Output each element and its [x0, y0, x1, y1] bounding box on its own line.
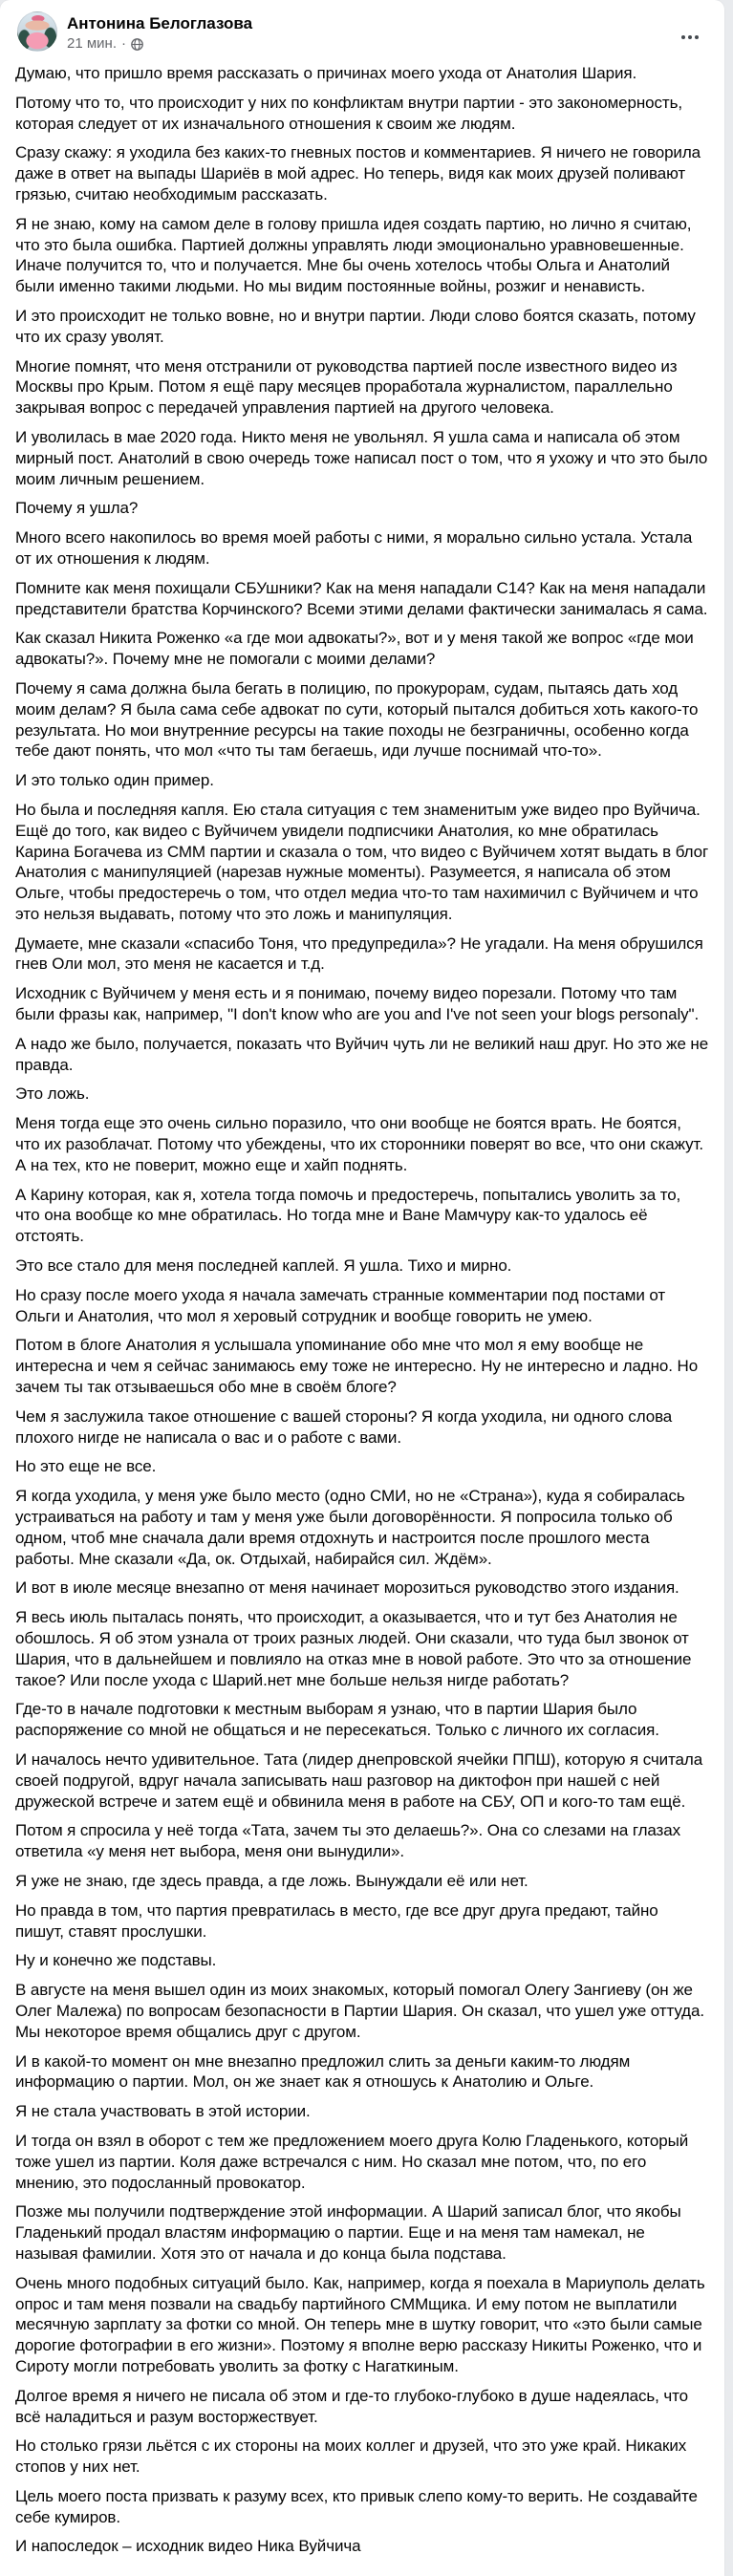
post-paragraph: Почему я ушла?: [15, 499, 139, 518]
post-paragraph: Я когда уходила, у меня уже было место (одно СМИ, но не «Страна»), куда я собиралась устраиваться на работу и там у меня уже были договорённости. Я попросила только об одном, чтоб мне сначала дали время отдохнуть и настроится после прошлого места работы. Мне сказали «Да, ок. Отдыхай, набирайся сил. Ждём».: [15, 1487, 685, 1568]
post-paragraph: Много всего накопилось во время моей работы с ними, я морально сильно устала. Устала от их отношения к людям.: [15, 528, 693, 568]
three-dots-icon: [681, 35, 685, 39]
post-paragraph: Ну и конечно же подставы.: [15, 1951, 217, 1970]
post-paragraph: И это происходит не только вовне, но и внутри партии. Люди слово боятся сказать, потому что их сразу уволят.: [15, 306, 696, 346]
post-paragraph: Это ложь.: [15, 1084, 90, 1104]
post-paragraph: Думаю, что пришло время рассказать о причинах моего ухода от Анатолия Шария.: [15, 64, 637, 82]
post-paragraph: Долгое время я ничего не писала об этом и где-то глубоко-глубоко в душе надеялась, что всё наладиться и разум восторжествует.: [15, 2386, 689, 2426]
post-paragraph: Как сказал Никита Роженко «а где мои адвокаты?», вот и у меня такой же вопрос «где мои адвокаты?». Почему мне не помогали с моими делами?: [15, 629, 694, 669]
post-body: [15, 63, 709, 2557]
post-paragraph: Но была и последняя капля. Ею стала ситуация с тем знаменитым уже видео про Вуйчича. Ещё до того, как видео с Вуйчичем увидели подписчики Анатолия, ко мне обратилась Карина Богачева из СММ партии и сказала о том, что видео с Вуйчичем хотят выдать в блог Анатолия с манипуляцией (нарезав нужные моменты). Разумеется, я написала об этом Ольге, чтобы предостеречь о том, что отдел медиа что-то там нахимичил с Вуйчичем и что это нельзя выдавать, потому что это ложь и манипуляция.: [15, 800, 709, 923]
post-paragraph: Я не стала участвовать в этой истории.: [15, 2102, 311, 2121]
post-header: [15, 11, 709, 54]
post-paragraph: Меня тогда еще это очень сильно поразило, что они вообще не боятся врать. Не боятся, что их разоблачат. Потому что убеждены, что их сторонники поверят во все, что они скажут. А на тех, кто не поверит, можно еще и хайп поднять.: [15, 1114, 703, 1174]
meta-separator: ·: [121, 35, 126, 52]
post-paragraph: Думаете, мне сказали «спасибо Тоня, что предупредила»? Не угадали. На меня обрушился гнев Оли мол, это меня не касается и т.д.: [15, 934, 703, 974]
more-options-button[interactable]: [673, 25, 707, 50]
post-paragraph: Цель моего поста призвать к разуму всех, кто привык слепо кому-то верить. Не создавайте себе кумиров.: [15, 2486, 698, 2526]
post-paragraph: И вот в июле месяце внезапно от меня начинает морозиться руководство этого издания.: [15, 1578, 679, 1598]
author-avatar[interactable]: [17, 11, 57, 52]
post-paragraph: Сразу скажу: я уходила без каких-то гневных постов и комментариев. Я ничего не говорила даже в ответ на выпады Шариёв в мой адрес. Но теперь, видя как моих друзей поливают грязью, считаю необходимым рассказать.: [15, 143, 701, 204]
post-paragraph: И тогда он взял в оборот с тем же предложением моего друга Колю Гладенького, который тоже ушел из партии. Коля даже встречался с ним. Но сказал мне потом, что, по его мнению, это подосланный провокатор.: [15, 2131, 689, 2192]
post-paragraph: Но это еще не все.: [15, 1457, 157, 1476]
post-paragraph: Потому что то, что происходит у них по конфликтам внутри партии - это закономерность, которая следует от их изначального отношения к своим же людям.: [15, 93, 682, 133]
post-paragraph: Почему я сама должна была бегать в полицию, по прокурорам, судам, пытаясь дать ход моим делам? Я была сама себе адвокат по сути, который пытался добиться хоть какого-то результата. Но мои внутренние ресурсы на такие походы не безграничны, особенно когда тебе дают понять, что мол «что ты там бегаешь, иди лучше поснимай что-то».: [15, 678, 699, 761]
post-paragraph: Исходник с Вуйчичем у меня есть и я понимаю, почему видео порезали. Потому что там были фразы как, например, "I don't know who are you and I've not seen your blogs personaly".: [15, 984, 700, 1024]
post-paragraph: А надо же было, получается, показать что Вуйчич чуть ли не великий наш друг. Но это же не правда.: [15, 1034, 709, 1074]
post-paragraph: И напоследок – исходник видео Ника Вуйчича: [15, 2537, 361, 2556]
post-timestamp[interactable]: 21 мин.: [67, 35, 117, 52]
globe-icon: [131, 38, 143, 51]
post-paragraph: И уволилась в мае 2020 года. Никто меня не увольнял. Я ушла сама и написала об этом мирный пост. Анатолий в свою очередь тоже написал пост о том, что я ухожу и что это было моим личным решением.: [15, 427, 708, 488]
post-paragraph: Потом в блоге Анатолия я услышала упоминание обо мне что мол я ему вообще не интересна и чем я сейчас занимаюсь ему тоже не интересно. Ну не интересно и ладно. Но зачем ты так отзываешься обо мне в своём блоге?: [15, 1336, 699, 1397]
post-paragraph: А Карину которая, как я, хотела тогда помочь и предостеречь, попытались уволить за то, что она вообще ко мне обратилась. Но тогда мне и Ване Мамчуру как-то удалось её отстоять.: [15, 1185, 681, 1246]
post-paragraph: Очень много подобных ситуаций было. Как, например, когда я поехала в Мариуполь делать опрос и там меня позвали на свадьбу партийного СММщика. И ему потом не выплатили месячную зарплату за фотки со мной. Он теперь мне в шутку говорит, что «это были самые дорогие фотографии в его жизни». Поэтому я вполне верю рассказу Никиты Роженко, что и Сироту могли потребовать уволить за фотку с Нагаткиным.: [15, 2273, 705, 2375]
post-paragraph: Но правда в том, что партия превратилась в место, где все друг друга предают, тайно пишут, ставят прослушки.: [15, 1900, 658, 1941]
author-block: [67, 11, 252, 54]
post-paragraph: Я уже не знаю, где здесь правда, а где ложь. Вынуждали её или нет.: [15, 1871, 528, 1890]
post-paragraph: И в какой-то момент он мне внезапно предложил слить за деньги каким-то людям информацию о партии. Мол, он же знает как я отношусь к Анатолию и Ольге.: [15, 2051, 631, 2092]
post-paragraph: Я весь июль пыталась понять, что происходит, а оказывается, что и тут без Анатолия не обошлось. Я об этом узнала от троих разных людей. Они сказали, что туда был звонок от Шария, что в дальнейшем и повлияло на отказ мне в новой работе. Это что за отношение такое? Или после ухода с Шарий.нет мне больше нельзя нигде работать?: [15, 1608, 692, 1689]
post-paragraph: Позже мы получили подтверждение этой информации. А Шарий записал блог, что якобы Гладенький продал властям информацию о партии. Еще и на меня там намекал, не называя фамилии. Хотя это от начала и до конца была подстава.: [15, 2202, 681, 2263]
post-paragraph: Но столько грязи льётся с их стороны на моих коллег и друзей, что это уже край. Никаких стопов у них нет.: [15, 2436, 687, 2477]
post-meta[interactable]: [67, 34, 252, 54]
post-paragraph: Я не знаю, кому на самом деле в голову пришла идея создать партию, но лично я считаю, что это была ошибка. Партией должны управлять люди эмоционально уравновешенные. Иначе получится то, что и получается. Мне бы очень хотелось чтобы Ольга и Анатолий были именно такими людьми. Но мы видим постоянные войны, розжиг и ненависть.: [15, 214, 692, 296]
post-paragraph: Помните как меня похищали СБУшники? Как на меня нападали С14? Как на меня нападали представители братства Корчинского? Всеми этими делами фактически занималась я сама.: [15, 578, 708, 618]
post-paragraph: Потом я спросила у неё тогда «Тата, зачем ты это делаешь?». Она со слезами на глазах ответила «у меня нет выбора, меня они вынудили».: [15, 1821, 681, 1861]
post-paragraph: Где-то в начале подготовки к местным выборам я узнаю, что в партии Шария было распоряжение со мной не общаться и не пересекаться. Только с личного их согласия.: [15, 1700, 659, 1740]
post-paragraph: Это все стало для меня последней каплей. Я ушла. Тихо и мирно.: [15, 1256, 512, 1276]
author-name[interactable]: Антонина Белоглазова: [67, 14, 253, 32]
post-paragraph: Чем я заслужила такое отношение с вашей стороны? Я когда уходила, ни одного слова плохого нигде не написала о вас и о работе с вами.: [15, 1406, 673, 1447]
post-paragraph: И это только один пример.: [15, 771, 214, 790]
post-paragraph: Но сразу после моего ухода я начала замечать странные комментарии под постами от Ольги и Анатолия, что мол я херовый сотрудник и вообще говорить не умею.: [15, 1285, 666, 1325]
post-paragraph: И началось нечто удивительное. Тата (лидер днепровской ячейки ППШ), которую я считала своей подругой, вдруг начала записывать наш разговор на диктофон при нашей с ней дружеской встрече и затем ещё и обвинила меня в работе на СБУ, ОП и кого-то там ещё.: [15, 1750, 703, 1811]
post-paragraph: Многие помнят, что меня отстранили от руководства партией после известного видео из Москвы про Крым. Потом я ещё пару месяцев проработала журналистом, параллельно закрывая вопрос с передачей управления партией на другого человека.: [15, 356, 678, 418]
post-paragraph: В августе на меня вышел один из моих знакомых, который помогал Олегу Зангиеву (он же Олег Малежа) по вопросам безопасности в Партии Шария. Он сказал, что ушел уже оттуда. Мы некоторое время общались друг с другом.: [15, 1981, 704, 2041]
